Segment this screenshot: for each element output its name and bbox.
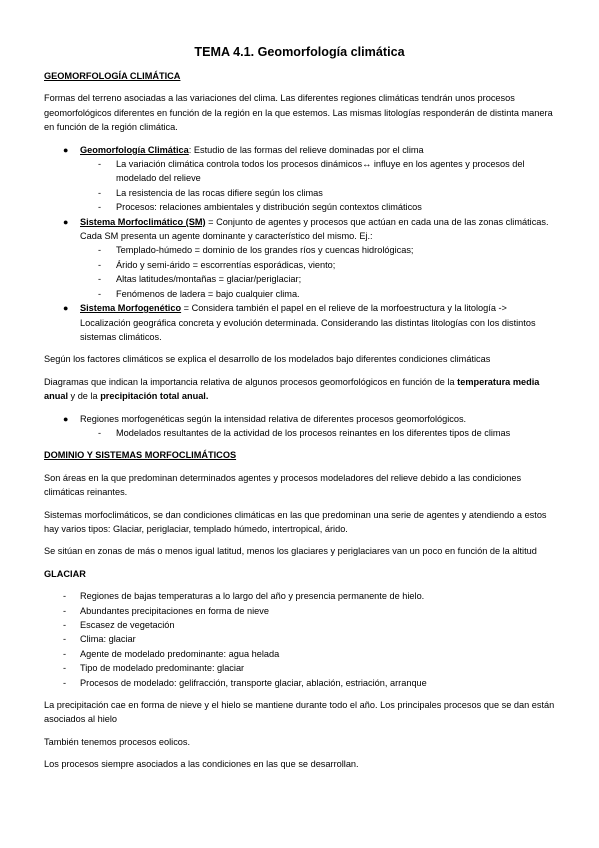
glaciar-item [44, 661, 555, 675]
definitions-list [44, 143, 555, 345]
sub-item-text: Árido y semi-árido = escorrentías esporádicas, viento; [116, 259, 336, 270]
bullet-icon: ● [63, 303, 69, 314]
definition-term: Sistema Morfogenético [80, 303, 182, 314]
definition-item [44, 301, 555, 344]
diagrams-text-join: y de la [68, 391, 101, 402]
sub-list [80, 426, 555, 440]
diagrams-bold-temperature: temperatura media anual [44, 376, 540, 402]
dash-icon: - [98, 202, 102, 213]
sub-item [80, 157, 555, 186]
sub-list [80, 243, 555, 301]
glaciar-paragraph-2: También tenemos procesos eolicos. [44, 736, 191, 747]
definition-text: = Conjunto de agentes y procesos que actúan en cada una de las zonas climáticas. Cada SM presenta un agente dominante y característico del mismo. Ej.: [80, 216, 549, 242]
definition-item [44, 215, 555, 301]
sub-item [80, 243, 555, 257]
bullet-icon: ● [63, 216, 69, 227]
sub-item-text: Procesos: relaciones ambientales y distribución según contextos climáticos [116, 202, 422, 213]
dash-icon: - [63, 620, 67, 630]
glaciar-paragraph-1: La precipitación cae en forma de nieve y el hielo se mantiene durante todo el año. Los principales procesos que se dan están asociados al hielo [44, 700, 555, 725]
sub-item-text: Modelados resultantes de la actividad de los procesos reinantes en los diferentes tipos de climas [116, 427, 511, 438]
section-heading-geomorfologia: GEOMORFOLOGÍA CLIMÁTICA [44, 71, 181, 81]
glaciar-item [44, 589, 555, 603]
diagrams-bold-precipitation: precipitación total anual. [100, 391, 209, 402]
glaciar-item-text: Escasez de vegetación [80, 620, 175, 630]
glaciar-item-text: Clima: glaciar [80, 634, 136, 645]
definition-text: = Considera también el papel en el relieve de la morfoestructura y la litología -> Localización geográfica concreta y evolución determinada. Considerando las distintas litologías con los distintos sistemas climáticos. [80, 303, 536, 342]
bullet-icon: ● [63, 144, 69, 155]
dash-icon: - [98, 245, 102, 256]
section-heading-glaciar: GLACIAR [44, 568, 86, 579]
dash-icon: - [98, 187, 102, 198]
regions-text: Regiones morfogenéticas según la intensidad relativa de diferentes procesos geomorfológicos. [80, 413, 467, 424]
dash-icon: - [98, 427, 102, 438]
page-title: TEMA 4.1. Geomorfología climática [194, 45, 405, 59]
section-heading-dominio: DOMINIO Y SISTEMAS MORFOCLIMÁTICOS [44, 450, 237, 461]
dash-icon: - [63, 677, 67, 688]
diagrams-text: Diagramas que indican la importancia relativa de algunos procesos geomorfológicos en función de la [44, 376, 458, 387]
glaciar-paragraph-3: Los procesos siempre asociados a las condiciones en las que se desarrollan. [44, 759, 359, 770]
dash-icon: - [98, 159, 102, 170]
regions-item [44, 412, 555, 441]
dominio-paragraph-1: Son áreas en la que predominan determinados agentes y procesos modeladores del relieve debido a las condiciones climáticas reinantes. [44, 472, 522, 498]
glaciar-item-text: Regiones de bajas temperaturas a lo largo del año y presencia permanente de hielo. [80, 591, 425, 602]
definition-term: Geomorfología Climática [80, 144, 189, 155]
definition-item [44, 143, 555, 215]
definition-text: : Estudio de las formas del relieve dominadas por el clima [188, 144, 424, 155]
regions-list [44, 412, 555, 441]
glaciar-item-text: Agente de modelado predominante: agua helada [80, 648, 280, 659]
dash-icon: - [98, 288, 102, 299]
dash-icon: - [63, 591, 67, 602]
dash-icon: - [63, 605, 67, 616]
bullet-icon: ● [63, 413, 69, 424]
sub-item-text: Templado-húmedo = dominio de los grandes ríos y cuencas hidrológicas; [116, 245, 414, 256]
dash-icon: - [63, 663, 67, 674]
glaciar-item [44, 618, 555, 632]
sub-list [80, 157, 555, 215]
diagrams-paragraph [44, 375, 555, 404]
sub-item-text: Altas latitudes/montañas = glaciar/periglaciar; [116, 274, 302, 285]
sub-item [80, 258, 555, 272]
glaciar-list [44, 589, 555, 690]
glaciar-item-text: Procesos de modelado: gelifracción, transporte glaciar, ablación, estriación, arranque [80, 677, 427, 688]
dominio-paragraph-2: Sistemas morfoclimáticos, se dan condiciones climáticas en las que predominan una serie de agentes y atendiendo a estos hay varios tipos: Glaciar, periglaciar, templado húmedo, intertropical, árido. [44, 509, 547, 534]
sub-item [80, 186, 555, 200]
glaciar-item [44, 604, 555, 618]
intro-paragraph: Formas del terreno asociadas a las variaciones del clima. Las diferentes regiones climáticas tendrán unos procesos geomorfológicos diferentes en función de la región en la que estemos. Las mismas litologías responderán de distinta manera en función de la región climática. [44, 93, 553, 133]
glaciar-item [44, 647, 555, 661]
dash-icon: - [98, 274, 102, 285]
dominio-paragraph-3: Se sitúan en zonas de más o menos igual latitud, menos los glaciares y periglaciares van un poco en función de la altitud [44, 546, 537, 557]
glaciar-item-text: Abundantes precipitaciones en forma de nieve [80, 605, 269, 616]
sub-item-text: La resistencia de las rocas difiere según los climas [116, 187, 323, 198]
dash-icon: - [63, 634, 67, 645]
glaciar-item [44, 632, 555, 646]
dash-icon: - [63, 648, 67, 659]
factors-paragraph: Según los factores climáticos se explica el desarrollo de los modelados bajo diferentes condiciones climáticas [44, 354, 491, 365]
sub-item [80, 200, 555, 214]
sub-item [80, 426, 555, 440]
sub-item [80, 272, 555, 286]
glaciar-item [44, 676, 555, 690]
sub-item-text: La variación climática controla todos los procesos dinámicos↔ influye en los agentes y procesos del modelado del relieve [116, 159, 525, 184]
glaciar-item-text: Tipo de modelado predominante: glaciar [80, 663, 245, 674]
sub-item [80, 287, 555, 301]
dash-icon: - [98, 259, 102, 270]
definition-term: Sistema Morfoclimático (SM) [80, 216, 206, 227]
sub-item-text: Fenómenos de ladera = bajo cualquier clima. [116, 288, 300, 299]
